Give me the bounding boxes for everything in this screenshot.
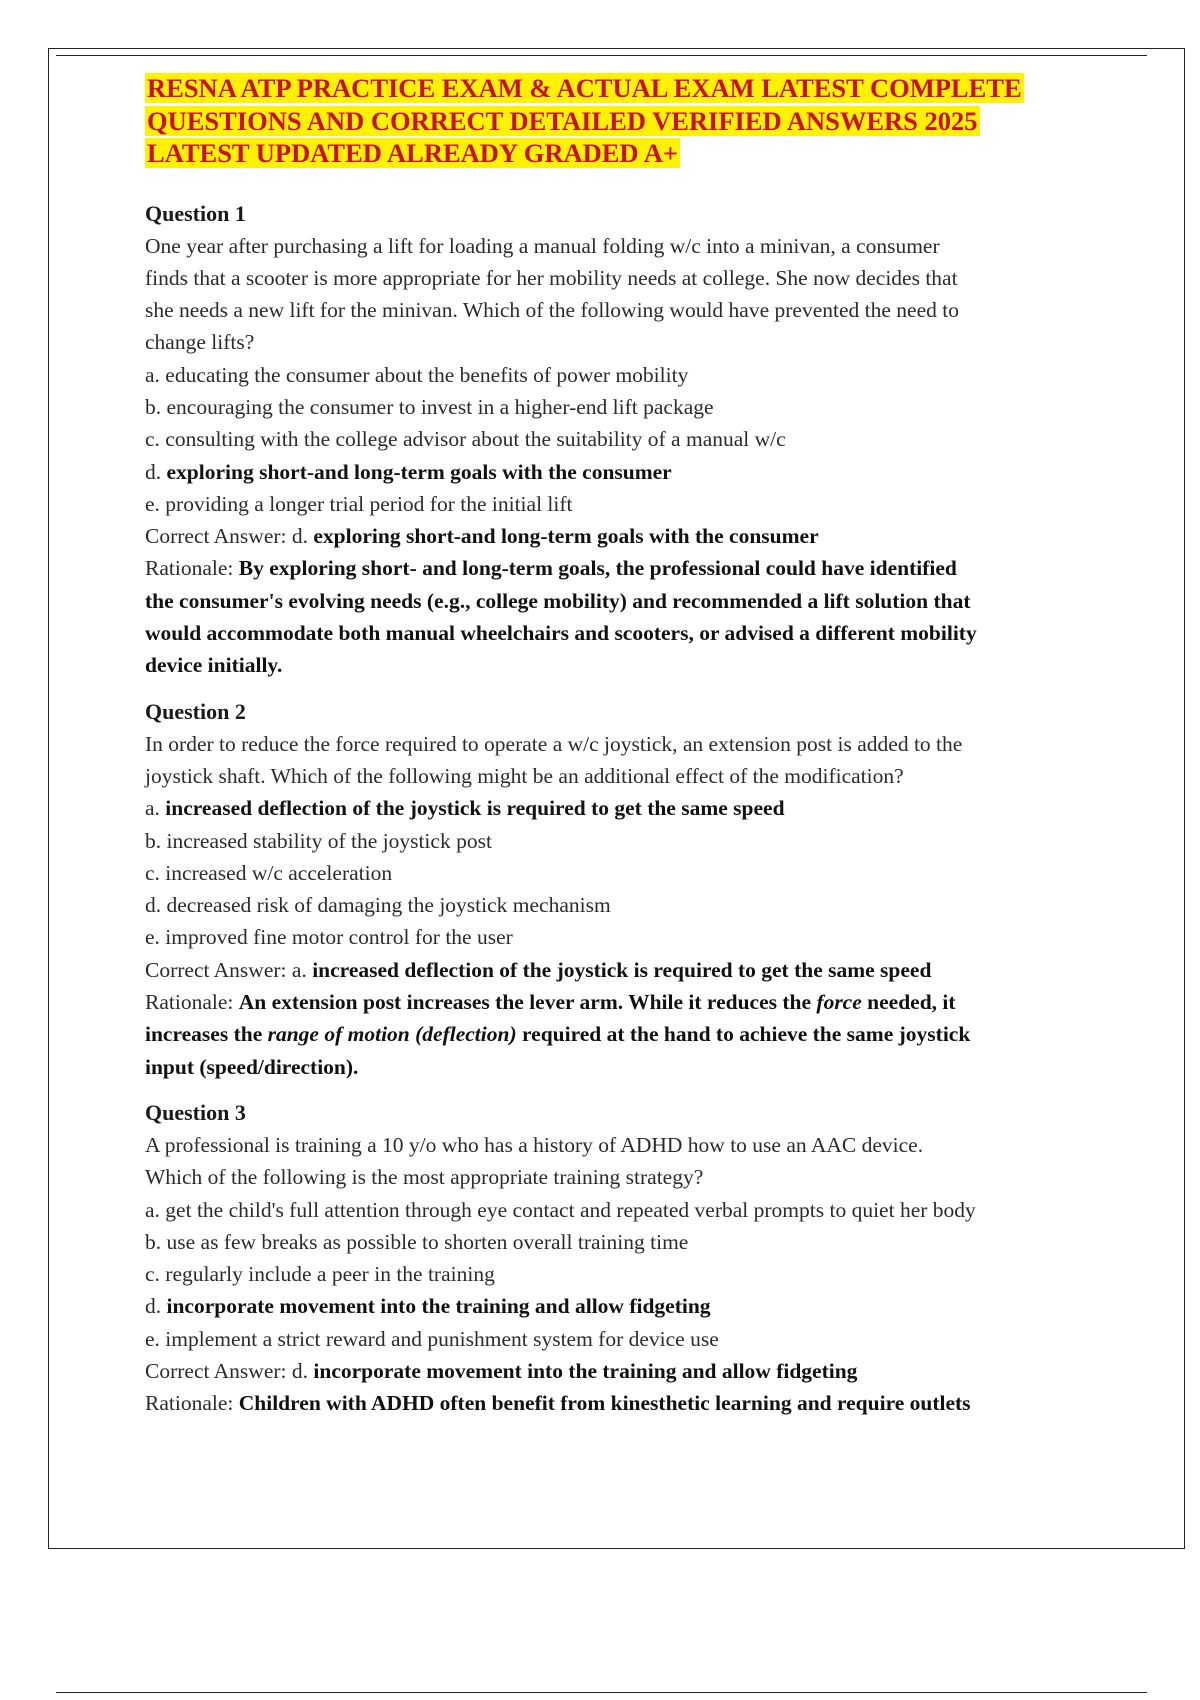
correct-answer: Correct Answer: a. increased deflection of the joystick is required to get the same speed [145, 957, 932, 982]
option-a-correct: a. increased deflection of the joystick is required to get the same speed [145, 796, 785, 821]
option-d: d. decreased risk of damaging the joystick mechanism [145, 893, 611, 918]
option-a: a. get the child's full attention through eye contact and repeated verbal prompts to quiet her body [145, 1197, 976, 1222]
question-3 [145, 1097, 1085, 1420]
question-stem-line: joystick shaft. Which of the following might be an additional effect of the modification? [145, 763, 904, 788]
question-heading: Question 1 [145, 200, 246, 226]
option-b: b. increased stability of the joystick post [145, 828, 492, 853]
rationale-line: would accommodate both manual wheelchairs and scooters, or advised a different mobility [145, 621, 977, 646]
option-d-correct: d. incorporate movement into the training and allow fidgeting [145, 1294, 711, 1319]
question-heading: Question 3 [145, 1099, 246, 1125]
option-c: c. consulting with the college advisor about the suitability of a manual w/c [145, 427, 786, 452]
option-b: b. use as few breaks as possible to shorten overall training time [145, 1229, 689, 1254]
question-heading: Question 2 [145, 698, 246, 724]
title-line-1: RESNA ATP PRACTICE EXAM & ACTUAL EXAM LATEST COMPLETE [147, 73, 1022, 103]
question-stem-line: One year after purchasing a lift for loading a manual folding w/c into a minivan, a consumer [145, 233, 940, 258]
document-content [145, 72, 1085, 1434]
option-d-correct: d. exploring short-and long-term goals with the consumer [145, 459, 672, 484]
option-e: e. providing a longer trial period for the initial lift [145, 491, 573, 516]
title-line-3: LATEST UPDATED ALREADY GRADED A+ [147, 138, 678, 168]
rationale-line: increases the range of motion (deflection) required at the hand to achieve the same joystick [145, 1022, 971, 1047]
rationale-line: Rationale: Children with ADHD often benefit from kinesthetic learning and require outlets [145, 1391, 971, 1416]
rationale-line: Rationale: An extension post increases the lever arm. While it reduces the force needed, it [145, 990, 956, 1015]
rationale-line: device initially. [145, 653, 283, 678]
option-c: c. increased w/c acceleration [145, 860, 393, 885]
option-a: a. educating the consumer about the benefits of power mobility [145, 362, 689, 387]
correct-answer: Correct Answer: d. exploring short-and long-term goals with the consumer [145, 524, 819, 549]
option-e: e. improved fine motor control for the user [145, 925, 513, 950]
rationale-line: input (speed/direction). [145, 1054, 359, 1079]
correct-answer: Correct Answer: d. incorporate movement into the training and allow fidgeting [145, 1359, 858, 1383]
option-c: c. regularly include a peer in the training [145, 1262, 495, 1287]
document-title [145, 72, 1085, 170]
option-e: e. implement a strict reward and punishment system for device use [145, 1326, 719, 1351]
rationale-line: Rationale: By exploring short- and long-term goals, the professional could have identified [145, 556, 957, 581]
title-line-2: QUESTIONS AND CORRECT DETAILED VERIFIED ANSWERS 2025 [147, 105, 978, 136]
question-stem-line: In order to reduce the force required to operate a w/c joystick, an extension post is added to the [145, 731, 963, 756]
rationale-line: the consumer's evolving needs (e.g., college mobility) and recommended a lift solution that [145, 588, 971, 613]
option-b: b. encouraging the consumer to invest in a higher-end lift package [145, 394, 714, 419]
top-rule [56, 55, 1147, 56]
question-stem-line: finds that a scooter is more appropriate for her mobility needs at college. She now decides that [145, 265, 958, 290]
question-2 [145, 696, 1085, 1083]
question-stem-line: A professional is training a 10 y/o who has a history of ADHD how to use an AAC device. [145, 1132, 924, 1157]
bottom-rule [56, 1692, 1147, 1693]
question-stem-line: change lifts? [145, 330, 255, 355]
question-stem-line: Which of the following is the most appropriate training strategy? [145, 1165, 704, 1190]
question-stem-line: she needs a new lift for the minivan. Which of the following would have prevented the need to [145, 298, 959, 323]
question-1 [145, 198, 1085, 682]
